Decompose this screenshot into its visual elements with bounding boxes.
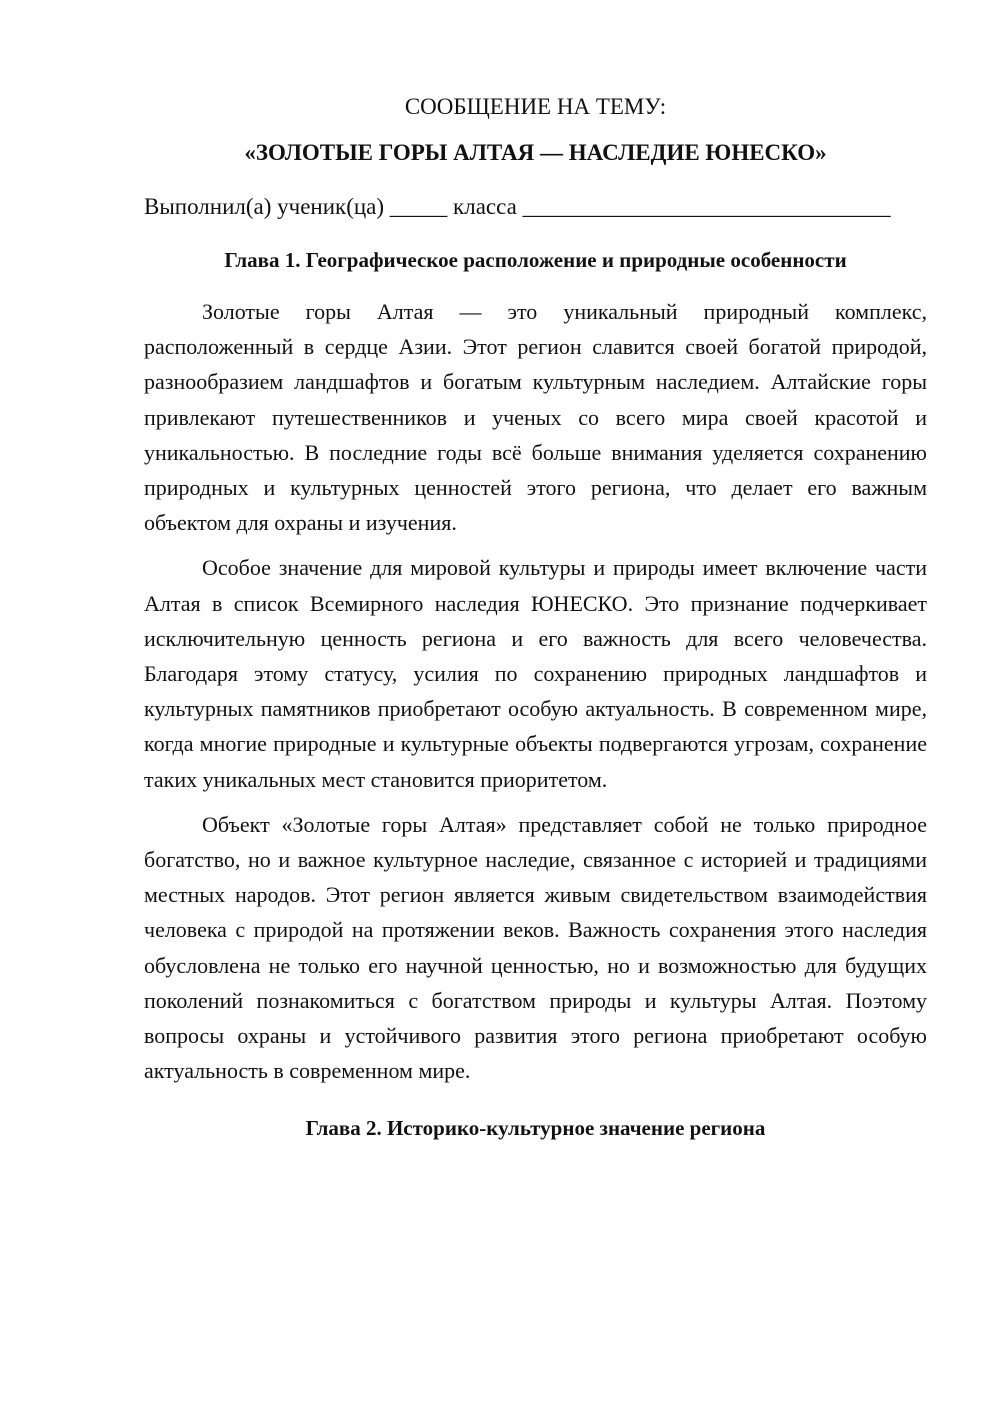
paragraph-2: Особое значение для мировой культуры и природы имеет включение части Алтая в список Всемирного наследия ЮНЕСКО. Это признание подчеркивает исключительную ценность региона и его важность для всего человечества. Благодаря этому статусу, усилия по сохранению природных ландшафтов и культурных памятников приобретают особую актуальность. В современном мире, когда многие природные и культурные объекты подвергаются угрозам, сохранение таких уникальных мест становится приоритетом. — [144, 555, 927, 792]
document-title: «ЗОЛОТЫЕ ГОРЫ АЛТАЯ — НАСЛЕДИЕ ЮНЕСКО» — [244, 140, 827, 165]
paragraph-3: Объект «Золотые горы Алтая» представляет собой не только природное богатство, но и важное культурное наследие, связанное с историей и традициями местных народов. Этот регион является живым свидетельством взаимодействия человека с природой на протяжении веков. Важность сохранения этого наследия обусловлена не только его научной ценностью, но и возможностью для будущих поколений познакомиться с богатством природы и культуры Алтая. Поэтому вопросы охраны и устойчивого развития этого региона приобретают особую актуальность в современном мире. — [144, 811, 927, 1084]
chapter-1-heading: Глава 1. Географическое расположение и природные особенности — [224, 248, 847, 272]
header-line: СООБЩЕНИЕ НА ТЕМУ: — [404, 94, 667, 119]
author-line: Выполнил(а) ученик(ца) _____ класса ________________________________ — [144, 194, 891, 219]
chapter-2-heading: Глава 2. Историко-культурное значение региона — [305, 1116, 766, 1141]
paragraph-1: Золотые горы Алтая — это уникальный природный комплекс, расположенный в сердце Азии. Этот регион славится своей богатой природой, разнообразием ландшафтов и богатым культурным наследием. Алтайские горы привлекают путешественников и ученых со всего мира своей красотой и уникальностью. В последние годы всё больше внимания уделяется сохранению природных и культурных ценностей этого региона, что делает его важным объектом для охраны и изучения. — [144, 299, 927, 536]
document-page — [144, 92, 927, 1162]
